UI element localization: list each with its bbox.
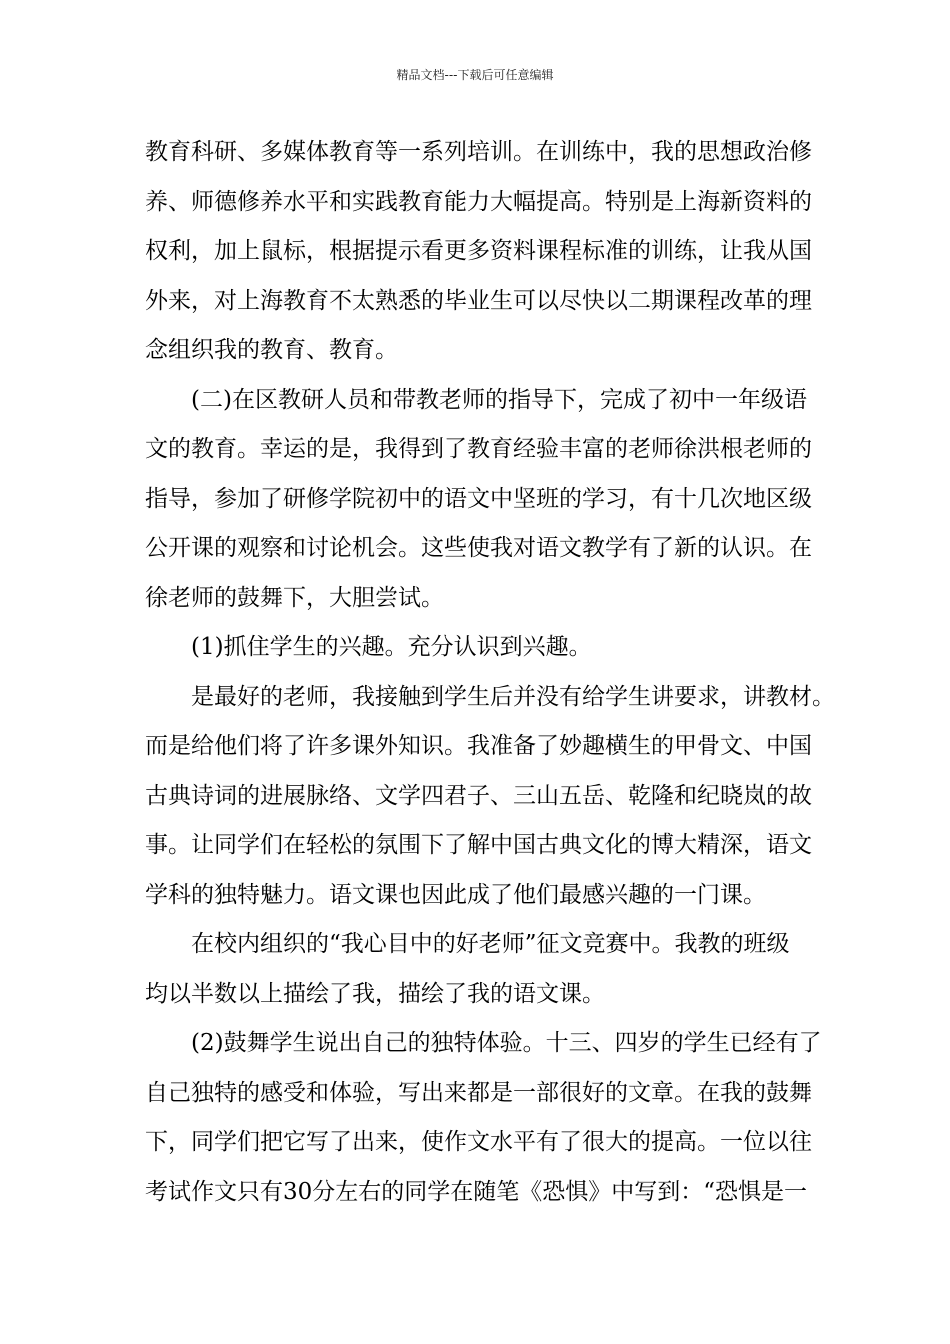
text-line: 自己独特的感受和体验，写出来都是一部很好的文章。在我的鼓舞 [145,1079,812,1106]
text-line: 事。让同学们在轻松的氛围下了解中国古典文化的博大精深，语文 [145,832,812,858]
text-line: (1)抓住学生的兴趣。充分认识到兴趣。 [191,634,592,660]
text-line: 均以半数以上描绘了我，描绘了我的语文课。 [145,980,605,1007]
text-line: 学科的独特魅力。语文课也因此成了他们最感兴趣的一门课。 [145,881,766,908]
text-line: 在校内组织的“我心目中的好老师”征文竞赛中。我教的班级 [191,931,790,957]
body-text [145,128,835,1217]
text-line: 念组织我的教育、教育。 [145,337,398,363]
text-line: 教育科研、多媒体教育等一系列培训。在训练中，我的思想政治修 [145,139,812,165]
page-header: 精品文档---下载后可任意编辑 [396,68,554,82]
text-line: (二)在区教研人员和带教老师的指导下，完成了初中一年级语 [191,386,807,413]
text-line: 考试作文只有30分左右的同学在随笔《恐惧》中写到：“恐惧是一 [145,1178,808,1205]
text-line: 而是给他们将了许多课外知识。我准备了妙趣横生的甲骨文、中国 [145,733,812,759]
text-line: 权利，加上鼠标，根据提示看更多资料课程标准的训练，让我从国 [145,238,812,264]
text-line: 下，同学们把它写了出来，使作文水平有了很大的提高。一位以往 [145,1129,812,1155]
text-line: 公开课的观察和讨论机会。这些使我对语文教学有了新的认识。在 [145,535,812,561]
text-line: 是最好的老师，我接触到学生后并没有给学生讲要求，讲教材。 [191,683,835,710]
text-line: (2)鼓舞学生说出自己的独特体验。十三、四岁的学生已经有了 [191,1030,822,1056]
text-line: 文的教育。幸运的是，我得到了教育经验丰富的老师徐洪根老师的 [145,436,812,462]
text-line: 外来，对上海教育不太熟悉的毕业生可以尽快以二期课程改革的理 [145,287,812,314]
text-line: 古典诗词的进展脉络、文学四君子、三山五岳、乾隆和纪晓岚的故 [145,782,812,809]
text-line: 指导，参加了研修学院初中的语文中坚班的学习，有十几次地区级 [145,485,812,512]
text-line: 养、师德修养水平和实践教育能力大幅提高。特别是上海新资料的 [145,188,812,215]
text-line: 徐老师的鼓舞下，大胆尝试。 [145,584,444,611]
